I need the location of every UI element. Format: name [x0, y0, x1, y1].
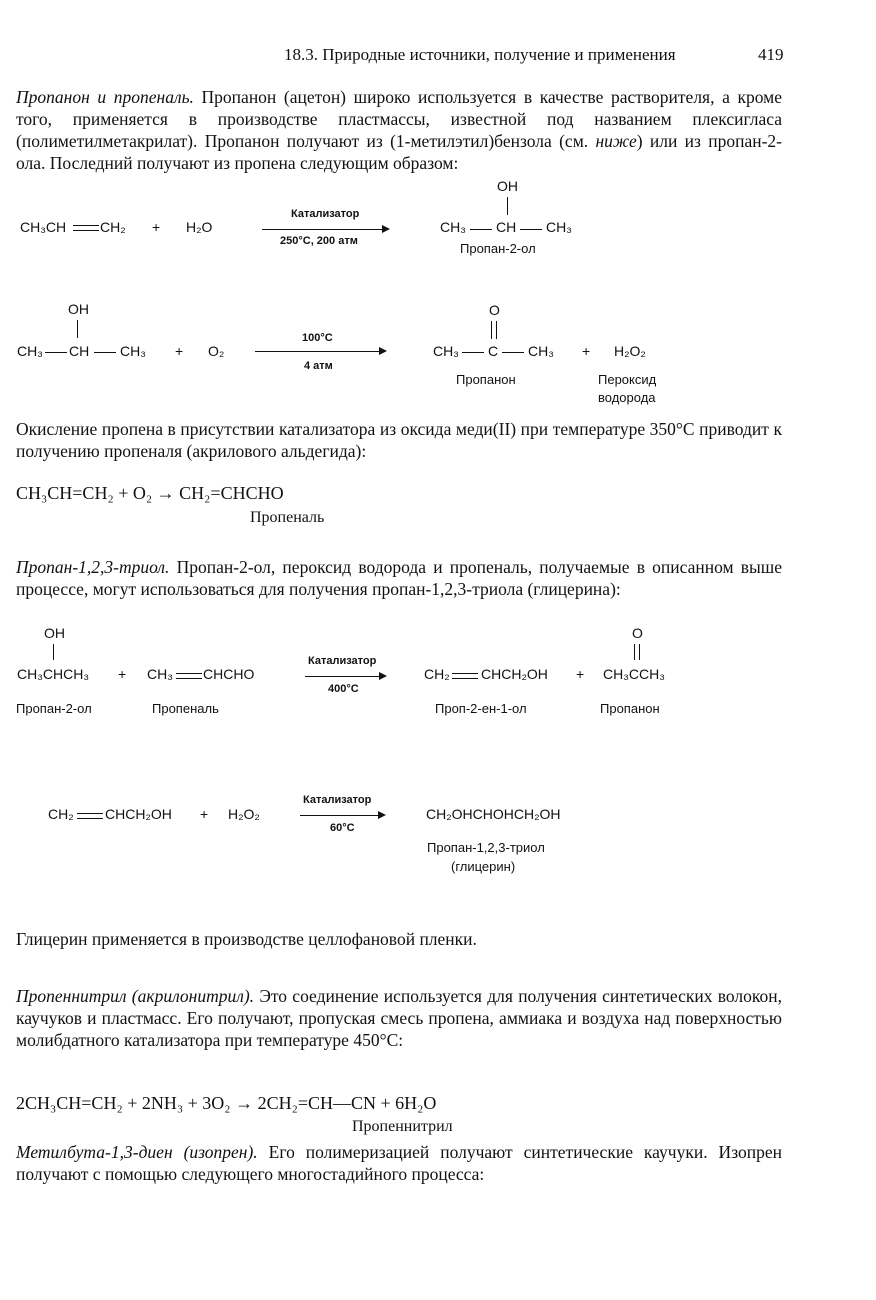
plus-sign: + — [118, 666, 127, 682]
paragraph-lead: Пропан-1,2,3-триол. — [16, 557, 170, 577]
temperature-label: 400°C — [328, 683, 359, 695]
product-glycerol: CH₂OHCHOHCH₂OH — [426, 806, 561, 822]
product-name-peroxide: Пероксид — [598, 372, 657, 387]
reaction-arrow — [262, 229, 388, 230]
product-ch2: CH₂ — [424, 666, 450, 682]
reaction-arrow — [255, 351, 385, 352]
product-ch3-right: CH₃ — [528, 343, 554, 359]
product-ch3-left: CH₃ — [440, 219, 466, 235]
reaction-arrow — [305, 676, 385, 677]
paragraph-propanone — [16, 86, 782, 174]
single-bond — [94, 352, 116, 353]
plus-sign: + — [576, 666, 585, 682]
name-propenal: Пропеналь — [152, 701, 219, 716]
reactant-ch2: CH₂ — [48, 806, 74, 822]
product-name-common: (глицерин) — [451, 859, 516, 874]
double-bond — [77, 813, 103, 819]
name-prop-2-en-1-ol: Проп-2-ен-1-ол — [435, 701, 527, 716]
conditions-label: 250°C, 200 атм — [280, 235, 358, 247]
bond-vertical — [77, 320, 78, 338]
carbonyl-oxygen: O — [632, 625, 643, 641]
single-bond — [462, 352, 484, 353]
pressure-label: 4 атм — [304, 360, 333, 372]
hydrogen-peroxide: H₂O₂ — [228, 806, 260, 822]
plus-sign: + — [175, 343, 184, 359]
temperature-label: 100°C — [302, 332, 333, 344]
name-propan-2-ol: Пропан-2-ол — [16, 701, 92, 716]
plus-sign: + — [582, 343, 591, 359]
catalyst-label: Катализатор — [291, 208, 360, 220]
reaction-arrow — [300, 815, 384, 816]
bond-vertical — [53, 644, 54, 660]
product-ch: CH — [496, 219, 517, 235]
reactant-ch3-right: CH₃ — [120, 343, 146, 359]
double-bond-vertical — [634, 644, 640, 660]
running-header: 18.3. Природные источники, получение и применения — [284, 45, 676, 64]
equation-ammoxidation: 2CH₃CH=CH₂ + 2NH₃ + 3O₂ → 2CH₂=CH—CN + 6H₂O — [16, 1093, 437, 1113]
product-propanone: CH₃CCH₃ — [603, 666, 665, 682]
reactant-right: CH₂ — [100, 219, 126, 235]
paragraph-cellophane: Глицерин применяется в производстве целлофановой пленки. — [16, 929, 477, 949]
product-ch3-right: CH₃ — [546, 219, 572, 235]
plus-sign: + — [152, 219, 161, 235]
oxygen: O₂ — [208, 343, 225, 359]
double-bond — [73, 225, 99, 231]
reactant-chcho: CHCHO — [203, 666, 255, 682]
paragraph-text: Его полимеризацией получают синтетические каучуки. Изопрен получают с помощью следующего многостадийного процесса: — [16, 1142, 783, 1184]
hydroxyl-group: OH — [497, 178, 518, 194]
reactant-propanol: CH₃CHCH₃ — [17, 666, 90, 682]
temperature-label: 60°C — [330, 822, 355, 834]
paragraph-lead: Пропанон и пропеналь. — [16, 87, 194, 107]
paragraph-text: Это соединение используется для получения синтетических волокон, каучуков и пластмасс. Его получают, пропуская смесь пропена, аммиака и воздуха над поверхностью молибдатного катализатора при температуре 450°C: — [16, 986, 782, 1050]
double-bond — [452, 673, 478, 679]
product-name: Пропан-2-ол — [460, 241, 536, 256]
paragraph-isoprene — [16, 1141, 782, 1185]
paragraph-italic: ниже — [595, 131, 637, 151]
reactant-ch: CH — [69, 343, 90, 359]
carbonyl-oxygen: O — [489, 302, 500, 318]
hydroxyl-group: OH — [68, 301, 89, 317]
paragraph-text: Пропанон (ацетон) широко используется в качестве растворителя, а кроме того, применяется в производстве пластмассы, известной под названием плексигласа (полиметилметакрилат). Пропанон получают из (1-метилэтил)бензола (см. — [16, 87, 783, 151]
catalyst-label: Катализатор — [308, 655, 377, 667]
equation-product-name: Пропеналь — [250, 509, 325, 526]
double-bond-vertical — [491, 321, 497, 339]
product-chch2oh: CHCH₂OH — [481, 666, 548, 682]
product-name-peroxide-2: водорода — [598, 390, 656, 405]
single-bond — [520, 229, 542, 230]
bond-vertical — [507, 197, 508, 215]
double-bond — [176, 673, 202, 679]
reactant-ch3: CH₃ — [147, 666, 173, 682]
product-ch3-left: CH₃ — [433, 343, 459, 359]
product-name: Пропан-1,2,3-триол — [427, 840, 545, 855]
paragraph-propenal: Окисление пропена в присутствии катализатора из оксида меди(II) при температуре 350°C приводит к получению пропеналя (акрилового альдегида): — [16, 419, 782, 461]
paragraph-acrylonitrile — [16, 985, 782, 1051]
paragraph-lead: Метилбута-1,3-диен (изопрен). — [16, 1142, 258, 1162]
water: H₂O — [186, 219, 213, 235]
product-name-propanone: Пропанон — [456, 372, 516, 387]
equation-product-name: Пропеннитрил — [352, 1118, 453, 1135]
single-bond — [502, 352, 524, 353]
paragraph-text-2: ) или из пропан-2-ола. Последний получают из пропена следующим образом: — [16, 131, 782, 173]
single-bond — [45, 352, 67, 353]
plus-sign: + — [200, 806, 209, 822]
product-c: C — [488, 343, 499, 359]
reactant-chch2oh: CHCH₂OH — [105, 806, 172, 822]
equation-propenal: CH₃CH=CH₂ + O₂ → CH₂=CHCHO — [16, 483, 284, 503]
catalyst-label: Катализатор — [303, 794, 372, 806]
single-bond — [470, 229, 492, 230]
reactant-ch3-left: CH₃ — [17, 343, 43, 359]
paragraph-glycerol — [16, 556, 782, 600]
name-propanone: Пропанон — [600, 701, 660, 716]
paragraph-text: Пропан-2-ол, пероксид водорода и пропеналь, получаемые в описанном выше процессе, могут использоваться для получения пропан-1,2,3-триола (глицерина): — [16, 557, 783, 599]
reactant-left: CH₃CH — [20, 219, 67, 235]
hydrogen-peroxide: H₂O₂ — [614, 343, 646, 359]
paragraph-lead: Пропеннитрил (акрилонитрил). — [16, 986, 255, 1006]
hydroxyl-group: OH — [44, 625, 65, 641]
page-number: 419 — [758, 45, 784, 64]
